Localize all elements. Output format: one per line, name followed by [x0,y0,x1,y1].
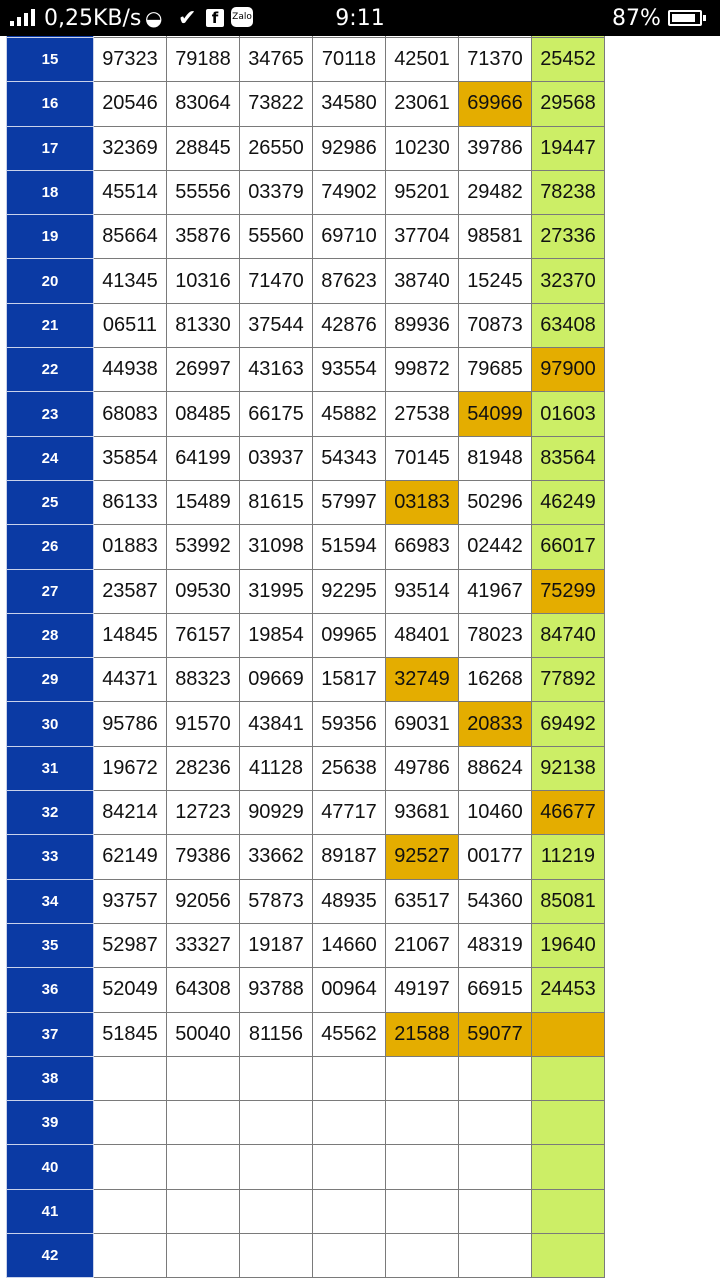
result-cell: 11219 [532,835,605,879]
result-cell: 81156 [240,1012,313,1056]
result-cell: 46249 [532,480,605,524]
day-cell: 19 [7,215,94,259]
result-cell [386,1101,459,1145]
result-cell: 69710 [313,215,386,259]
result-cell: 81615 [240,480,313,524]
table-row [7,569,605,613]
highlighted-result-cell: 03183 [386,480,459,524]
result-cell: 86133 [94,480,167,524]
result-cell: 14845 [94,613,167,657]
result-cell: 32370 [532,259,605,303]
result-cell: 62149 [94,835,167,879]
result-cell: 01883 [94,525,167,569]
facebook-icon: f [206,9,224,27]
status-bar [0,0,720,36]
result-cell: 98581 [459,215,532,259]
table-row [7,126,605,170]
result-cell: 92295 [313,569,386,613]
highlighted-result-cell: 92527 [386,835,459,879]
result-cell: 35876 [167,215,240,259]
day-cell: 27 [7,569,94,613]
result-cell [532,1234,605,1278]
result-cell: 55560 [240,215,313,259]
result-cell [240,1056,313,1100]
network-speed: 0,25KB/s [44,5,142,31]
result-cell: 33662 [240,835,313,879]
result-cell [459,1145,532,1189]
results-table [6,8,605,1278]
result-cell: 68083 [94,392,167,436]
table-row [7,525,605,569]
table-row [7,1145,605,1189]
highlighted-result-cell: 21588 [386,1012,459,1056]
result-cell [94,1234,167,1278]
result-cell [532,1056,605,1100]
result-cell: 66915 [459,968,532,1012]
day-cell: 41 [7,1189,94,1233]
result-cell: 32369 [94,126,167,170]
day-cell: 20 [7,259,94,303]
result-cell [386,1145,459,1189]
result-cell [313,1101,386,1145]
result-cell: 63408 [532,303,605,347]
table-row [7,1189,605,1233]
result-cell: 57873 [240,879,313,923]
result-cell: 12723 [167,791,240,835]
table-row [7,658,605,702]
result-cell: 78023 [459,613,532,657]
result-cell: 71370 [459,38,532,82]
result-cell [94,1189,167,1233]
result-cell: 00964 [313,968,386,1012]
result-cell [240,1145,313,1189]
result-cell: 09669 [240,658,313,702]
result-cell: 66175 [240,392,313,436]
result-cell: 38740 [386,259,459,303]
result-cell: 54343 [313,436,386,480]
result-cell: 88323 [167,658,240,702]
result-cell: 59356 [313,702,386,746]
result-cell: 44371 [94,658,167,702]
result-cell [167,1189,240,1233]
result-cell: 45882 [313,392,386,436]
result-cell [386,1234,459,1278]
result-cell: 24453 [532,968,605,1012]
day-cell: 24 [7,436,94,480]
result-cell: 51594 [313,525,386,569]
result-cell: 25638 [313,746,386,790]
result-cell: 43841 [240,702,313,746]
day-cell: 35 [7,923,94,967]
result-cell: 16268 [459,658,532,702]
result-cell [386,1056,459,1100]
day-cell: 37 [7,1012,94,1056]
result-cell: 97323 [94,38,167,82]
result-cell: 79188 [167,38,240,82]
result-cell [313,1189,386,1233]
result-cell: 93514 [386,569,459,613]
result-cell [240,1234,313,1278]
day-cell: 21 [7,303,94,347]
result-cell [459,1234,532,1278]
result-cell: 85664 [94,215,167,259]
result-cell: 09965 [313,613,386,657]
zalo-icon: Zalo [231,7,253,27]
result-cell: 47717 [313,791,386,835]
table-row [7,879,605,923]
result-cell: 79386 [167,835,240,879]
table-row [7,480,605,524]
result-cell: 42876 [313,303,386,347]
result-cell: 89187 [313,835,386,879]
result-cell: 19854 [240,613,313,657]
table-row [7,835,605,879]
result-cell: 45514 [94,170,167,214]
result-cell: 69492 [532,702,605,746]
day-cell: 33 [7,835,94,879]
result-cell: 14660 [313,923,386,967]
result-cell: 09530 [167,569,240,613]
signal-icon [10,0,35,36]
result-cell: 49786 [386,746,459,790]
result-cell: 76157 [167,613,240,657]
result-cell: 57997 [313,480,386,524]
result-cell [94,1101,167,1145]
result-cell: 39786 [459,126,532,170]
result-cell: 26550 [240,126,313,170]
result-cell [167,1145,240,1189]
result-cell: 84740 [532,613,605,657]
result-cell: 23061 [386,82,459,126]
result-cell: 15817 [313,658,386,702]
table-row [7,968,605,1012]
result-cell: 31098 [240,525,313,569]
table-row [7,436,605,480]
result-cell: 64199 [167,436,240,480]
result-cell: 70145 [386,436,459,480]
result-cell [532,1145,605,1189]
wifi-icon: ◒ [145,6,163,30]
result-cell: 27538 [386,392,459,436]
battery-fill [672,14,695,22]
result-cell: 06511 [94,303,167,347]
result-cell: 93757 [94,879,167,923]
result-cell: 01603 [532,392,605,436]
table-row [7,613,605,657]
table-row [7,746,605,790]
table-row [7,1234,605,1278]
check-icon: ✔ [178,5,197,31]
result-cell: 10460 [459,791,532,835]
result-cell [459,1101,532,1145]
result-cell [313,1234,386,1278]
day-cell: 22 [7,348,94,392]
result-cell [167,1056,240,1100]
table-row [7,82,605,126]
result-cell [167,1234,240,1278]
highlighted-result-cell: 97900 [532,348,605,392]
result-cell: 23587 [94,569,167,613]
day-cell: 15 [7,38,94,82]
result-cell: 25452 [532,38,605,82]
table-row [7,1101,605,1145]
result-cell: 00177 [459,835,532,879]
result-cell [459,1189,532,1233]
result-cell: 78238 [532,170,605,214]
result-cell: 02442 [459,525,532,569]
table-row [7,1012,605,1056]
result-cell: 63517 [386,879,459,923]
result-cell: 83564 [532,436,605,480]
result-cell: 21067 [386,923,459,967]
result-cell: 19672 [94,746,167,790]
result-cell [313,1056,386,1100]
day-cell: 38 [7,1056,94,1100]
result-cell: 74902 [313,170,386,214]
result-cell [532,1101,605,1145]
day-cell: 32 [7,791,94,835]
result-cell: 54360 [459,879,532,923]
result-cell: 48401 [386,613,459,657]
table-row [7,791,605,835]
result-cell: 19187 [240,923,313,967]
result-cell: 99872 [386,348,459,392]
result-cell: 48319 [459,923,532,967]
table-row [7,392,605,436]
result-cell [240,1101,313,1145]
result-cell: 43163 [240,348,313,392]
result-cell: 26997 [167,348,240,392]
result-cell: 69031 [386,702,459,746]
result-cell: 34765 [240,38,313,82]
table-row [7,303,605,347]
day-cell: 18 [7,170,94,214]
result-cell: 37704 [386,215,459,259]
result-cell [240,1189,313,1233]
highlighted-result-cell [532,1012,605,1056]
table-row [7,170,605,214]
result-cell: 44938 [94,348,167,392]
result-cell: 70873 [459,303,532,347]
result-cell: 29568 [532,82,605,126]
result-cell: 52987 [94,923,167,967]
result-cell [532,1189,605,1233]
clock: 9:11 [335,5,385,31]
highlighted-result-cell: 59077 [459,1012,532,1056]
result-cell: 28236 [167,746,240,790]
result-cell: 66983 [386,525,459,569]
result-cell [459,1056,532,1100]
result-cell: 55556 [167,170,240,214]
result-cell: 45562 [313,1012,386,1056]
result-cell: 89936 [386,303,459,347]
result-cell: 29482 [459,170,532,214]
highlighted-result-cell: 20833 [459,702,532,746]
result-cell: 41967 [459,569,532,613]
battery-icon [668,10,702,26]
result-cell: 91570 [167,702,240,746]
result-cell: 37544 [240,303,313,347]
result-cell: 15245 [459,259,532,303]
result-cell: 81330 [167,303,240,347]
result-cell [167,1101,240,1145]
result-cell: 48935 [313,879,386,923]
result-cell: 19447 [532,126,605,170]
result-cell: 50296 [459,480,532,524]
day-cell: 23 [7,392,94,436]
result-cell: 52049 [94,968,167,1012]
result-cell: 41128 [240,746,313,790]
day-cell: 30 [7,702,94,746]
result-cell: 53992 [167,525,240,569]
result-cell: 87623 [313,259,386,303]
result-cell: 93681 [386,791,459,835]
result-cell: 93788 [240,968,313,1012]
result-cell: 49197 [386,968,459,1012]
result-cell: 27336 [532,215,605,259]
result-cell: 95786 [94,702,167,746]
table-row [7,38,605,82]
day-cell: 39 [7,1101,94,1145]
result-cell [94,1056,167,1100]
table-row [7,348,605,392]
day-cell: 42 [7,1234,94,1278]
result-cell: 33327 [167,923,240,967]
result-cell: 08485 [167,392,240,436]
day-cell: 25 [7,480,94,524]
result-cell: 90929 [240,791,313,835]
day-cell: 26 [7,525,94,569]
result-cell: 64308 [167,968,240,1012]
result-cell: 31995 [240,569,313,613]
highlighted-result-cell: 75299 [532,569,605,613]
result-cell [386,1189,459,1233]
result-cell: 95201 [386,170,459,214]
result-cell: 73822 [240,82,313,126]
result-cell: 51845 [94,1012,167,1056]
day-cell: 40 [7,1145,94,1189]
day-cell: 17 [7,126,94,170]
result-cell: 71470 [240,259,313,303]
result-cell: 35854 [94,436,167,480]
result-cell: 66017 [532,525,605,569]
result-cell: 70118 [313,38,386,82]
result-cell [94,1145,167,1189]
result-cell: 79685 [459,348,532,392]
result-cell: 50040 [167,1012,240,1056]
result-cell: 03937 [240,436,313,480]
result-cell: 03379 [240,170,313,214]
highlighted-result-cell: 46677 [532,791,605,835]
day-cell: 28 [7,613,94,657]
result-cell: 92138 [532,746,605,790]
day-cell: 31 [7,746,94,790]
result-cell: 93554 [313,348,386,392]
result-cell: 84214 [94,791,167,835]
result-cell: 20546 [94,82,167,126]
day-cell: 29 [7,658,94,702]
table-row [7,923,605,967]
result-cell: 28845 [167,126,240,170]
result-cell: 10230 [386,126,459,170]
highlighted-result-cell: 32749 [386,658,459,702]
result-cell: 10316 [167,259,240,303]
highlighted-result-cell: 69966 [459,82,532,126]
result-cell: 92986 [313,126,386,170]
table-row [7,702,605,746]
result-cell: 83064 [167,82,240,126]
result-cell: 85081 [532,879,605,923]
table-row [7,1056,605,1100]
day-cell: 36 [7,968,94,1012]
highlighted-result-cell: 54099 [459,392,532,436]
result-cell: 77892 [532,658,605,702]
table-row [7,215,605,259]
result-cell: 34580 [313,82,386,126]
result-cell: 88624 [459,746,532,790]
day-cell: 34 [7,879,94,923]
result-cell: 15489 [167,480,240,524]
battery-percentage: 87% [612,5,661,31]
result-cell: 81948 [459,436,532,480]
day-cell: 16 [7,82,94,126]
result-cell: 42501 [386,38,459,82]
result-cell: 41345 [94,259,167,303]
results-table-body [7,9,605,1278]
result-cell: 92056 [167,879,240,923]
table-row [7,259,605,303]
result-cell: 19640 [532,923,605,967]
result-cell [313,1145,386,1189]
